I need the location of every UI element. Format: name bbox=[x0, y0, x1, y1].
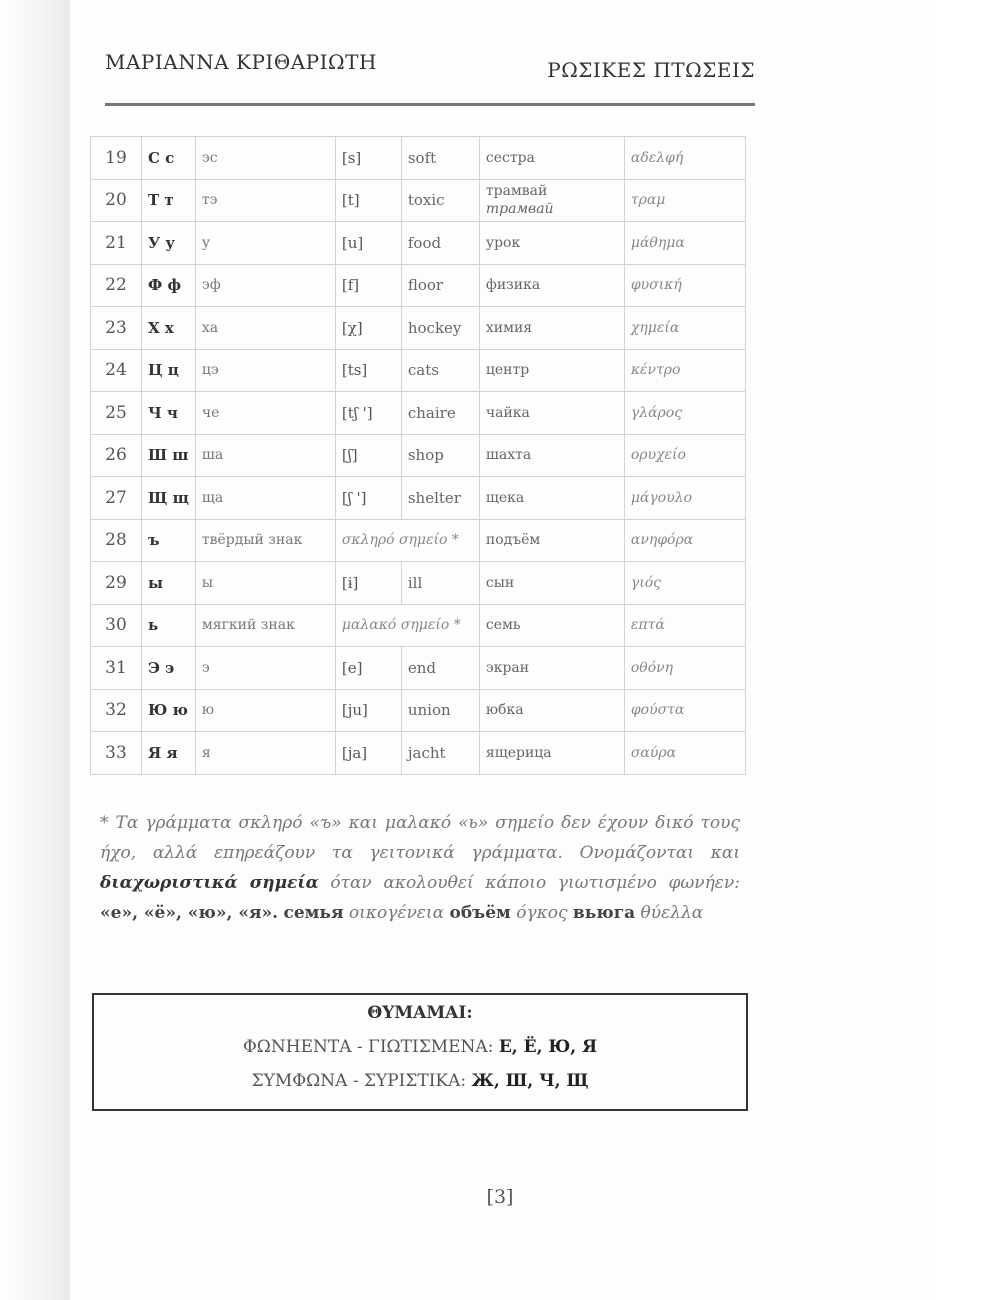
ipa-cell: [ts] bbox=[335, 349, 401, 392]
greek-translation-cell: χημεία bbox=[624, 307, 745, 350]
footnote-text-1: * Τα γράμματα σκληρό «ъ» και μαλακό «ь» σημείο δεν έχουν δικό τους ήχο, αλλά επηρεάζουν τα γειτονικά γράμματα. Ονομάζονται και bbox=[100, 813, 740, 863]
page-edge-left bbox=[0, 0, 70, 1300]
letter-cell: Э э bbox=[142, 647, 196, 690]
table-row bbox=[91, 307, 746, 350]
ipa-cell: [ɨ] bbox=[335, 562, 401, 605]
header-book-title: ΡΩΣΙΚΕΣ ΠΤΩΣΕΙΣ bbox=[547, 58, 755, 82]
letter-name-cell: че bbox=[195, 392, 335, 435]
alphabet-table-body bbox=[91, 137, 746, 775]
ipa-cell: σκληρό σημείο * bbox=[335, 519, 479, 562]
letter-cell: У у bbox=[142, 222, 196, 265]
letter-cell: Ч ч bbox=[142, 392, 196, 435]
ipa-cell: [ʃ] bbox=[335, 434, 401, 477]
remember-consonants-label: ΣΥΜΦΩΝΑ - ΣΥΡΙΣΤΙΚΑ: bbox=[251, 1071, 467, 1091]
ipa-cell: [t] bbox=[335, 179, 401, 222]
remember-box bbox=[92, 993, 748, 1111]
ipa-cell: [tʃ '] bbox=[335, 392, 401, 435]
english-example-cell: shop bbox=[401, 434, 479, 477]
greek-translation-cell: μάγουλο bbox=[624, 477, 745, 520]
greek-translation-cell: αδελφή bbox=[624, 137, 745, 180]
footnote-example-3-gr: θύελλα bbox=[640, 903, 704, 923]
greek-translation-cell: ανηφόρα bbox=[624, 519, 745, 562]
table-row bbox=[91, 604, 746, 647]
english-example-cell: ill bbox=[401, 562, 479, 605]
row-number: 30 bbox=[91, 604, 142, 647]
greek-translation-cell: κέντρο bbox=[624, 349, 745, 392]
footnote-example-1-ru: семья bbox=[283, 903, 344, 923]
greek-translation-cell: μάθημα bbox=[624, 222, 745, 265]
row-number: 24 bbox=[91, 349, 142, 392]
footnote-example-2-gr: όγκος bbox=[516, 903, 568, 923]
table-row bbox=[91, 477, 746, 520]
russian-example-cell: сын bbox=[479, 562, 624, 605]
english-example-cell: chaire bbox=[401, 392, 479, 435]
letter-name-cell: цэ bbox=[195, 349, 335, 392]
letter-name-cell: у bbox=[195, 222, 335, 265]
row-number: 23 bbox=[91, 307, 142, 350]
remember-line-consonants bbox=[94, 1071, 746, 1091]
table-row bbox=[91, 392, 746, 435]
table-row bbox=[91, 179, 746, 222]
row-number: 20 bbox=[91, 179, 142, 222]
row-number: 32 bbox=[91, 689, 142, 732]
russian-example-cell bbox=[479, 179, 624, 222]
greek-translation-cell: σαύρα bbox=[624, 732, 745, 775]
russian-example-cell: щека bbox=[479, 477, 624, 520]
english-example-cell: union bbox=[401, 689, 479, 732]
russian-example-line: трамвай bbox=[485, 183, 548, 200]
russian-example-cell: чайка bbox=[479, 392, 624, 435]
row-number: 33 bbox=[91, 732, 142, 775]
letter-cell: Ш ш bbox=[142, 434, 196, 477]
row-number: 21 bbox=[91, 222, 142, 265]
russian-example-cell: шахта bbox=[479, 434, 624, 477]
letter-cell: Ф ф bbox=[142, 264, 196, 307]
table-row bbox=[91, 689, 746, 732]
russian-example-cell: сестра bbox=[479, 137, 624, 180]
english-example-cell: cats bbox=[401, 349, 479, 392]
table-row bbox=[91, 732, 746, 775]
row-number: 22 bbox=[91, 264, 142, 307]
russian-example-cell: центр bbox=[479, 349, 624, 392]
greek-translation-cell: ορυχείο bbox=[624, 434, 745, 477]
row-number: 29 bbox=[91, 562, 142, 605]
ipa-cell: [ju] bbox=[335, 689, 401, 732]
letter-name-cell: ша bbox=[195, 434, 335, 477]
english-example-cell: soft bbox=[401, 137, 479, 180]
letter-cell: ь bbox=[142, 604, 196, 647]
footnote-vowels: «е», «ё», «ю», «я». bbox=[100, 903, 279, 923]
letter-cell: Ц ц bbox=[142, 349, 196, 392]
letter-cell: Т т bbox=[142, 179, 196, 222]
table-row bbox=[91, 562, 746, 605]
ipa-cell: μαλακό σημείο * bbox=[335, 604, 479, 647]
remember-vowels-letters: Е, Ё, Ю, Я bbox=[498, 1037, 598, 1057]
footnote bbox=[100, 808, 740, 928]
letter-name-cell: э bbox=[195, 647, 335, 690]
russian-example-cell: семь bbox=[479, 604, 624, 647]
row-number: 27 bbox=[91, 477, 142, 520]
row-number: 25 bbox=[91, 392, 142, 435]
letter-cell: ъ bbox=[142, 519, 196, 562]
russian-example-cell: юбка bbox=[479, 689, 624, 732]
letter-name-cell: ы bbox=[195, 562, 335, 605]
letter-cell: Х х bbox=[142, 307, 196, 350]
russian-example-cell: урок bbox=[479, 222, 624, 265]
english-example-cell: end bbox=[401, 647, 479, 690]
greek-translation-cell: επτά bbox=[624, 604, 745, 647]
greek-translation-cell: φυσική bbox=[624, 264, 745, 307]
table-row bbox=[91, 519, 746, 562]
page-number: [3] bbox=[486, 1186, 514, 1208]
greek-translation-cell: οθόνη bbox=[624, 647, 745, 690]
table-row bbox=[91, 349, 746, 392]
ipa-cell: [ja] bbox=[335, 732, 401, 775]
letter-name-cell: эф bbox=[195, 264, 335, 307]
table-row bbox=[91, 647, 746, 690]
russian-example-cell: подъём bbox=[479, 519, 624, 562]
russian-example-cursive-line: трамвай bbox=[485, 201, 554, 218]
ipa-cell: [e] bbox=[335, 647, 401, 690]
alphabet-table bbox=[90, 136, 746, 775]
row-number: 31 bbox=[91, 647, 142, 690]
letter-name-cell: твёрдый знак bbox=[195, 519, 335, 562]
letter-cell: Щ щ bbox=[142, 477, 196, 520]
running-header bbox=[105, 50, 755, 90]
ipa-cell: [u] bbox=[335, 222, 401, 265]
footnote-example-3-ru: вьюга bbox=[572, 903, 636, 923]
english-example-cell: jacht bbox=[401, 732, 479, 775]
russian-example-cell: химия bbox=[479, 307, 624, 350]
footnote-example-1-gr: οικογένεια bbox=[348, 903, 445, 923]
table-row bbox=[91, 137, 746, 180]
letter-cell: ы bbox=[142, 562, 196, 605]
header-rule bbox=[105, 103, 755, 106]
table-row bbox=[91, 434, 746, 477]
footnote-example-2-ru: объём bbox=[449, 903, 511, 923]
letter-cell: Ю ю bbox=[142, 689, 196, 732]
page-edge-right bbox=[930, 0, 1000, 1300]
russian-example-cell: ящерица bbox=[479, 732, 624, 775]
table-row bbox=[91, 264, 746, 307]
letter-name-cell: ща bbox=[195, 477, 335, 520]
english-example-cell: floor bbox=[401, 264, 479, 307]
russian-example-cell: экран bbox=[479, 647, 624, 690]
letter-name-cell: мягкий знак bbox=[195, 604, 335, 647]
letter-cell: С с bbox=[142, 137, 196, 180]
header-author: ΜΑΡΙΑΝΝΑ ΚΡΙΘΑΡΙΩΤΗ bbox=[105, 50, 377, 74]
letter-cell: Я я bbox=[142, 732, 196, 775]
row-number: 26 bbox=[91, 434, 142, 477]
remember-line-vowels bbox=[94, 1037, 746, 1057]
letter-name-cell: ю bbox=[195, 689, 335, 732]
english-example-cell: toxic bbox=[401, 179, 479, 222]
ipa-cell: [ʃ '] bbox=[335, 477, 401, 520]
english-example-cell: shelter bbox=[401, 477, 479, 520]
english-example-cell: hockey bbox=[401, 307, 479, 350]
english-example-cell: food bbox=[401, 222, 479, 265]
russian-example-cell: физика bbox=[479, 264, 624, 307]
letter-name-cell: ха bbox=[195, 307, 335, 350]
greek-translation-cell: τραμ bbox=[624, 179, 745, 222]
greek-translation-cell: γλάρος bbox=[624, 392, 745, 435]
letter-name-cell: эс bbox=[195, 137, 335, 180]
ipa-cell: [s] bbox=[335, 137, 401, 180]
footnote-text-2: όταν ακολουθεί κάποιο γιωτισμένο φωνήεν: bbox=[330, 873, 740, 893]
greek-translation-cell: γιός bbox=[624, 562, 745, 605]
letter-name-cell: я bbox=[195, 732, 335, 775]
letter-name-cell: тэ bbox=[195, 179, 335, 222]
row-number: 28 bbox=[91, 519, 142, 562]
remember-box-title: ΘΥΜΑΜΑΙ: bbox=[367, 1003, 473, 1023]
ipa-cell: [f] bbox=[335, 264, 401, 307]
footnote-bold-term: διαχωριστικά σημεία bbox=[100, 873, 319, 893]
remember-vowels-label: ΦΩΝΗΕΝΤΑ - ΓΙΩΤΙΣΜΕΝΑ: bbox=[242, 1037, 494, 1057]
table-row bbox=[91, 222, 746, 265]
ipa-cell: [χ] bbox=[335, 307, 401, 350]
row-number: 19 bbox=[91, 137, 142, 180]
remember-consonants-letters: Ж, Ш, Ч, Щ bbox=[471, 1071, 589, 1091]
greek-translation-cell: φούστα bbox=[624, 689, 745, 732]
